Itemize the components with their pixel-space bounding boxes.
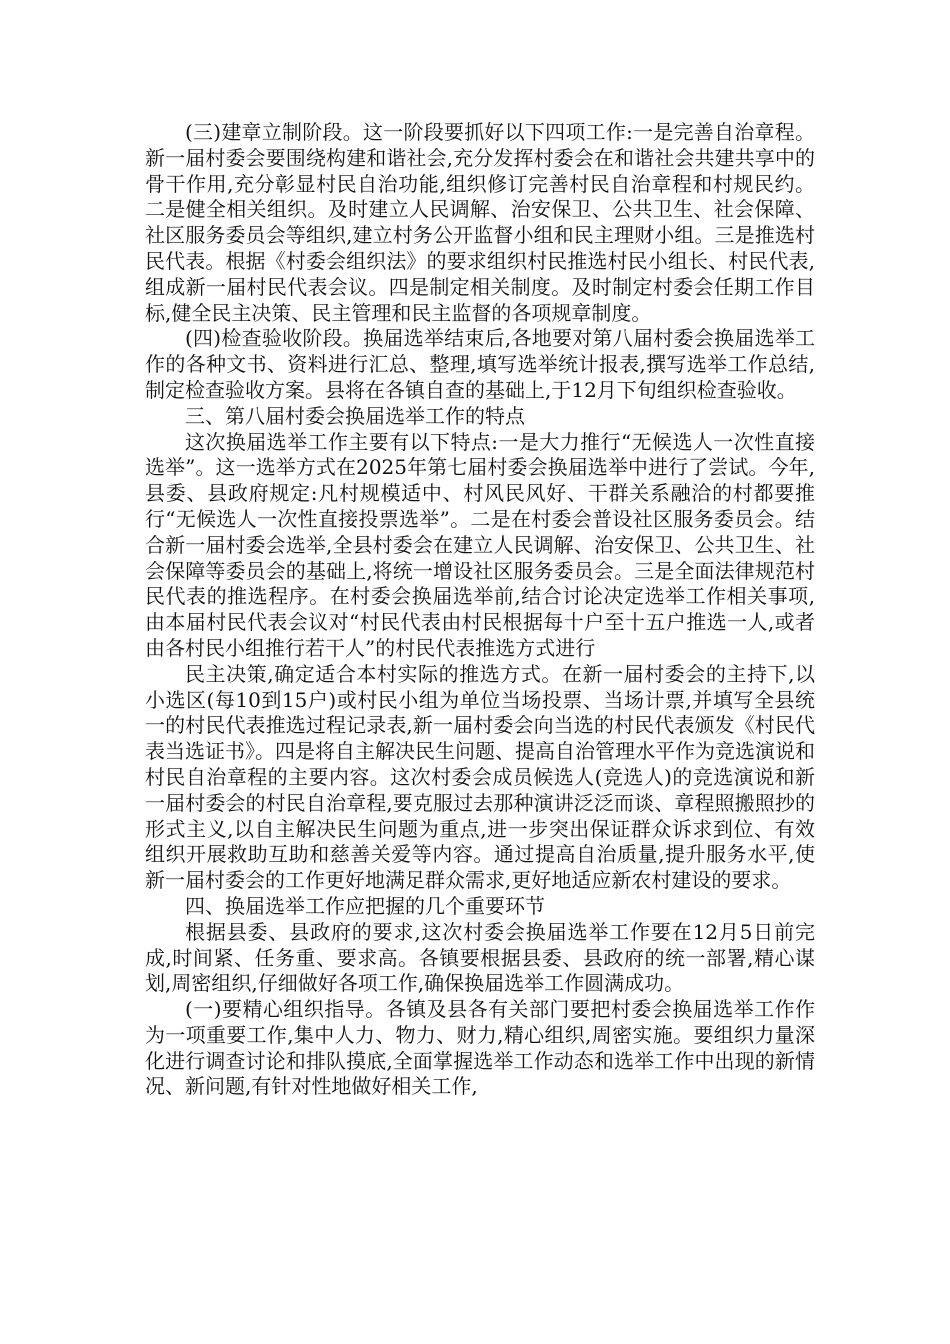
document-body bbox=[145, 120, 815, 1100]
paragraph-stage-three: (三)建章立制阶段。这一阶段要抓好以下四项工作:一是完善自治章程。新一届村委会要围绕构建和谐社会,充分发挥村委会在和谐社会共建共享中的骨干作用,充分彰显村民自治功能,组织修订完善村民自治章程和村规民约。二是健全相关组织。及时建立人民调解、治安保卫、公共卫生、社会保障、社区服务委员会等组织,建立村务公开监督小组和民主理财小组。三是推选村民代表。根据《村委会组织法》的要求组织村民推选村民小组长、村民代表,组成新一届村民代表会议。四是制定相关制度。及时制定村委会任期工作目标,健全民主决策、民主管理和民主监督的各项规章制度。 bbox=[145, 120, 815, 325]
paragraph-stage-four: (四)检查验收阶段。换届选举结束后,各地要对第八届村委会换届选举工作的各种文书、资料进行汇总、整理,填写选举统计报表,撰写选举工作总结,制定检查验收方案。县将在各镇自查的基础上,于12月下旬组织检查验收。 bbox=[145, 326, 815, 402]
section-heading-three: 三、第八届村委会换届选举工作的特点 bbox=[185, 403, 525, 428]
paragraph-democratic-decision: 民主决策,确定适合本村实际的推选方式。在新一届村委会的主持下,以小选区(每10到15户)或村民小组为单位当场投票、当场计票,并填写全县统一的村民代表推选过程记录表,新一届村委会向当选的村民代表颁发《村民代表当选证书》。四是将自主解决民生问题、提高自治管理水平作为竞选演说和村民自治章程的主要内容。这次村委会成员候选人(竞选人)的竞选演说和新一届村委会的村民自治章程,要克服过去那种演讲泛泛而谈、章程照搬照抄的形式主义,以自主解决民生问题为重点,进一步突出保证群众诉求到位、有效组织开展救助互助和慈善关爱等内容。通过提高自治质量,提升服务水平,使新一届村委会的工作更好地满足群众需求,更好地适应新农村建设的要求。 bbox=[145, 661, 815, 893]
paragraph-requirements: 根据县委、县政府的要求,这次村委会换届选举工作要在12月5日前完成,时间紧、任务重、要求高。各镇要根据县委、县政府的统一部署,精心谋划,周密组织,仔细做好各项工作,确保换届选举工作圆满成功。 bbox=[145, 919, 815, 996]
paragraph-features: 这次换届选举工作主要有以下特点:一是大力推行“无候选人一次性直接选举”。这一选举方式在2025年第七届村委会换届选举中进行了尝试。今年,县委、县政府规定:凡村规模适中、村风民风好、干群关系融洽的村都要推行“无候选人一次性直接投票选举”。二是在村委会普设社区服务委员会。结合新一届村委会选举,全县村委会在建立人民调解、治安保卫、公共卫生、社会保障等委员会的基础上,将统一增设社区服务委员会。三是全面法律规范村民代表的推选程序。在村委会换届选举前,结合讨论决定选举工作相关事项,由本届村民代表会议对“村民代表由村民根据每十户至十五户推选一人,或者由各村民小组推行若干人”的村民代表推选方式进行 bbox=[145, 429, 815, 660]
section-heading-four: 四、换届选举工作应把握的几个重要环节 bbox=[185, 893, 545, 918]
paragraph-organize-guidance: (一)要精心组织指导。各镇及县各有关部门要把村委会换届选举工作作为一项重要工作,集中人力、物力、财力,精心组织,周密实施。要组织力量深化进行调查讨论和排队摸底,全面掌握选举工作动态和选举工作中出现的新情况、新问题,有针对性地做好相关工作, bbox=[145, 997, 815, 1099]
